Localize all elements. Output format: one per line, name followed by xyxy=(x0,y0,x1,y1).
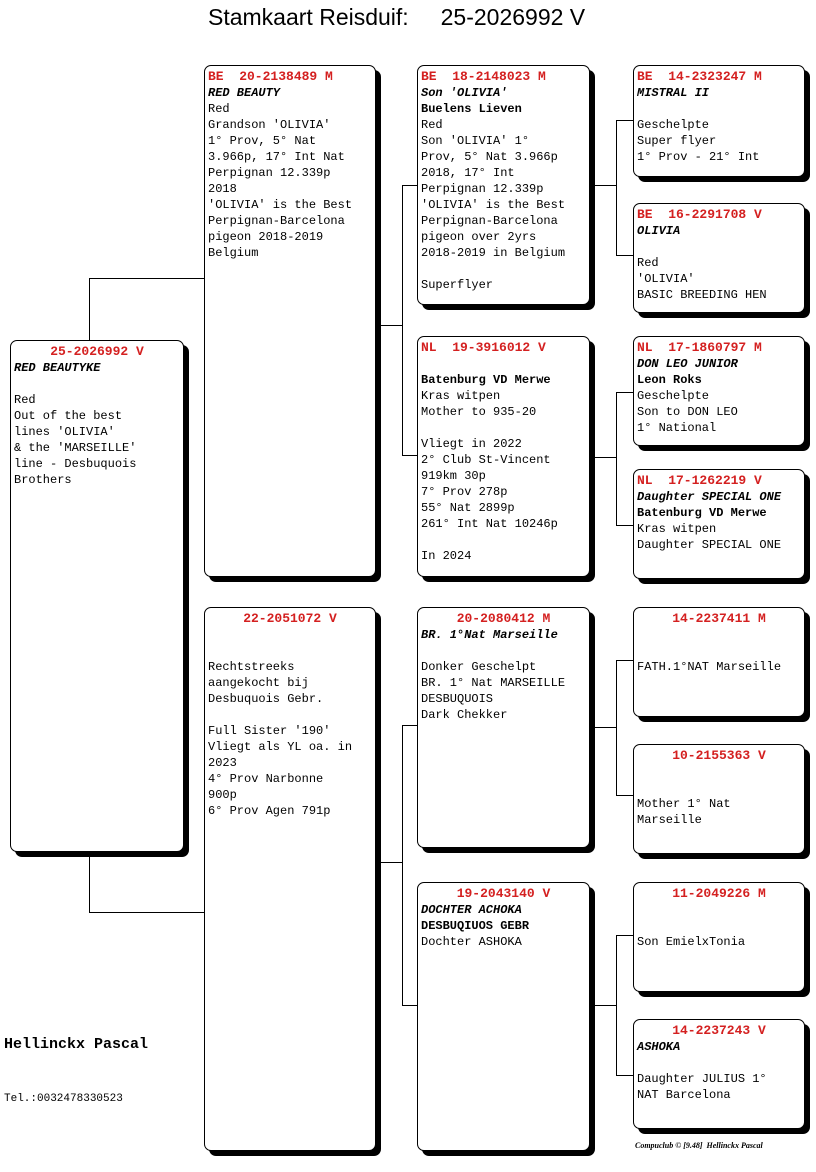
great-grandparent-card-fmf xyxy=(633,336,805,446)
great-grandparent-card-mff xyxy=(633,607,805,717)
great-grandparent-card-fmm xyxy=(633,469,805,579)
breeder-name xyxy=(637,918,801,934)
mother-card xyxy=(204,607,376,1151)
connector-line xyxy=(616,660,617,795)
pigeon-name: BR. 1°Nat Marseille xyxy=(421,628,558,642)
pigeon-description: Red Grandson 'OLIVIA' 1° Prov, 5° Nat 3.966p, 17° Int Nat Perpignan 12.339p 2018 'OLIVIA' is the Best Perpignan-Barcelona pigeon 2018-2019 Belgium xyxy=(208,102,353,260)
ring-number: NL 19-3916012 V xyxy=(421,340,546,355)
pigeon-name: RED BEAUTYKE xyxy=(14,361,101,375)
great-grandparent-card-ffm xyxy=(633,203,805,313)
ring-number: 14-2237411 M xyxy=(672,611,766,626)
ring-number: BE 16-2291708 V xyxy=(637,207,762,222)
connector-line xyxy=(402,725,403,1005)
breeder-name xyxy=(637,239,801,255)
breeder-name xyxy=(637,101,801,117)
connector-line xyxy=(402,1005,417,1006)
footer-credit: Compuclub © [9.48] Hellinckx Pascal xyxy=(635,1141,763,1150)
connector-line xyxy=(590,727,616,728)
pigeon-name: Son 'OLIVIA' xyxy=(421,86,508,100)
pigeon-name: MISTRAL II xyxy=(637,86,710,100)
pigeon-description: Dochter ASHOKA xyxy=(421,935,522,949)
subject-pigeon-card xyxy=(10,340,184,852)
great-grandparent-card-mmf xyxy=(633,882,805,992)
pigeon-description: FATH.1°NAT Marseille xyxy=(637,660,782,674)
pigeon-description: Donker Geschelpt BR. 1° Nat MARSEILLE DESBUQUOIS Dark Chekker xyxy=(421,660,566,722)
connector-line xyxy=(590,1005,616,1006)
breeder-name: Buelens Lieven xyxy=(421,102,522,116)
pigeon-description: Geschelpte Son to DON LEO 1° National xyxy=(637,389,738,435)
pigeon-name: DON LEO JUNIOR xyxy=(637,357,738,371)
breeder-name xyxy=(208,643,372,659)
breeder-name: Batenburg VD Merwe xyxy=(637,506,767,520)
connector-line xyxy=(590,185,616,186)
pigeon-description: Red Out of the best lines 'OLIVIA' & the 'MARSEILLE' line - Desbuquois Brothers xyxy=(14,393,137,487)
page-title: Stamkaart Reisduif: 25-2026992 V xyxy=(208,4,586,30)
connector-line xyxy=(616,525,633,526)
connector-line xyxy=(616,660,633,661)
ring-number: BE 14-2323247 M xyxy=(637,69,762,84)
breeder-name xyxy=(637,1055,801,1071)
pigeon-description: Red 'OLIVIA' BASIC BREEDING HEN xyxy=(637,256,767,302)
ring-number: 14-2237243 V xyxy=(672,1023,766,1038)
pigeon-name: DOCHTER ACHOKA xyxy=(421,903,522,917)
pigeon-name: OLIVIA xyxy=(637,224,681,238)
ring-number: 19-2043140 V xyxy=(456,886,551,901)
connector-line xyxy=(402,455,417,456)
pigeon-description: Rechtstreeks aangekocht bij Desbuquois Gebr. Full Sister '190' Vliegt als YL oa. in 2023 4° Prov Narbonne 900p 6° Prov Agen 791p xyxy=(208,660,353,818)
connector-line xyxy=(402,185,403,455)
pigeon-description: Red Son 'OLIVIA' 1° Prov, 5° Nat 3.966p 2018, 17° Int Perpignan 12.339p 'OLIVIA' is the Best Perpignan-Barcelona pigeon over 2yrs 2018-2019 in Belgium Superflyer xyxy=(421,118,566,292)
connector-line xyxy=(616,120,633,121)
connector-line xyxy=(89,852,90,912)
connector-line xyxy=(616,392,617,525)
breeder-name xyxy=(14,376,180,392)
connector-line xyxy=(616,120,617,255)
pigeon-name xyxy=(421,356,586,372)
pigeon-description: Kras witpen Daughter SPECIAL ONE xyxy=(637,522,782,552)
paternal-grandmother-card xyxy=(417,336,590,577)
great-grandparent-card-mfm xyxy=(633,744,805,854)
ring-number: BE 20-2138489 M xyxy=(208,69,333,84)
connector-line xyxy=(402,725,417,726)
maternal-grandfather-card xyxy=(417,607,590,848)
owner-phone: Tel.:0032478330523 xyxy=(4,1093,123,1105)
pigeon-description: Daughter JULIUS 1° NAT Barcelona xyxy=(637,1072,767,1102)
ring-number: 20-2080412 M xyxy=(456,611,551,626)
connector-line xyxy=(616,935,617,1075)
pigeon-name xyxy=(637,627,801,643)
ring-number: 10-2155363 V xyxy=(672,748,766,763)
great-grandparent-card-fff xyxy=(633,65,805,177)
father-card xyxy=(204,65,376,577)
pigeon-name: ASHOKA xyxy=(637,1040,681,1054)
owner-name: Hellinckx Pascal xyxy=(4,1036,149,1053)
connector-line xyxy=(376,862,402,863)
great-grandparent-card-mmm xyxy=(633,1019,805,1129)
maternal-grandmother-card xyxy=(417,882,590,1151)
ring-number: 11-2049226 M xyxy=(672,886,766,901)
connector-line xyxy=(616,255,633,256)
pigeon-description: Kras witpen Mother to 935-20 Vliegt in 2022 2° Club St-Vincent 919km 30p 7° Prov 278p 55° Nat 2899p 261° Int Nat 10246p In 2024 xyxy=(421,389,558,563)
pigeon-description: Son EmielxTonia xyxy=(637,935,746,949)
connector-line xyxy=(376,325,402,326)
connector-line xyxy=(616,935,633,936)
breeder-name: DESBUQIUOS GEBR xyxy=(421,919,530,933)
pigeon-name: Daughter SPECIAL ONE xyxy=(637,490,782,504)
paternal-grandfather-card xyxy=(417,65,590,305)
ring-number: NL 17-1860797 M xyxy=(637,340,762,355)
connector-line xyxy=(616,1075,633,1076)
pigeon-description: Mother 1° Nat Marseille xyxy=(637,797,731,827)
pigeon-name xyxy=(637,902,801,918)
breeder-name xyxy=(637,643,801,659)
breeder-name: Batenburg VD Merwe xyxy=(421,373,551,387)
connector-line xyxy=(402,185,417,186)
pigeon-description: Geschelpte Super flyer 1° Prov - 21° Int xyxy=(637,118,760,164)
connector-line xyxy=(616,392,633,393)
connector-line xyxy=(89,912,204,913)
connector-line xyxy=(590,457,616,458)
pigeon-name: RED BEAUTY xyxy=(208,86,281,100)
breeder-name xyxy=(637,780,801,796)
breeder-name xyxy=(421,643,586,659)
ring-number: 25-2026992 V xyxy=(50,344,144,359)
breeder-name: Leon Roks xyxy=(637,373,702,387)
connector-line xyxy=(89,278,90,340)
pigeon-name xyxy=(637,764,801,780)
connector-line xyxy=(616,795,633,796)
ring-number: BE 18-2148023 M xyxy=(421,69,546,84)
pigeon-name xyxy=(208,627,372,643)
connector-line xyxy=(89,278,204,279)
ring-number: NL 17-1262219 V xyxy=(637,473,762,488)
ring-number: 22-2051072 V xyxy=(243,611,337,626)
